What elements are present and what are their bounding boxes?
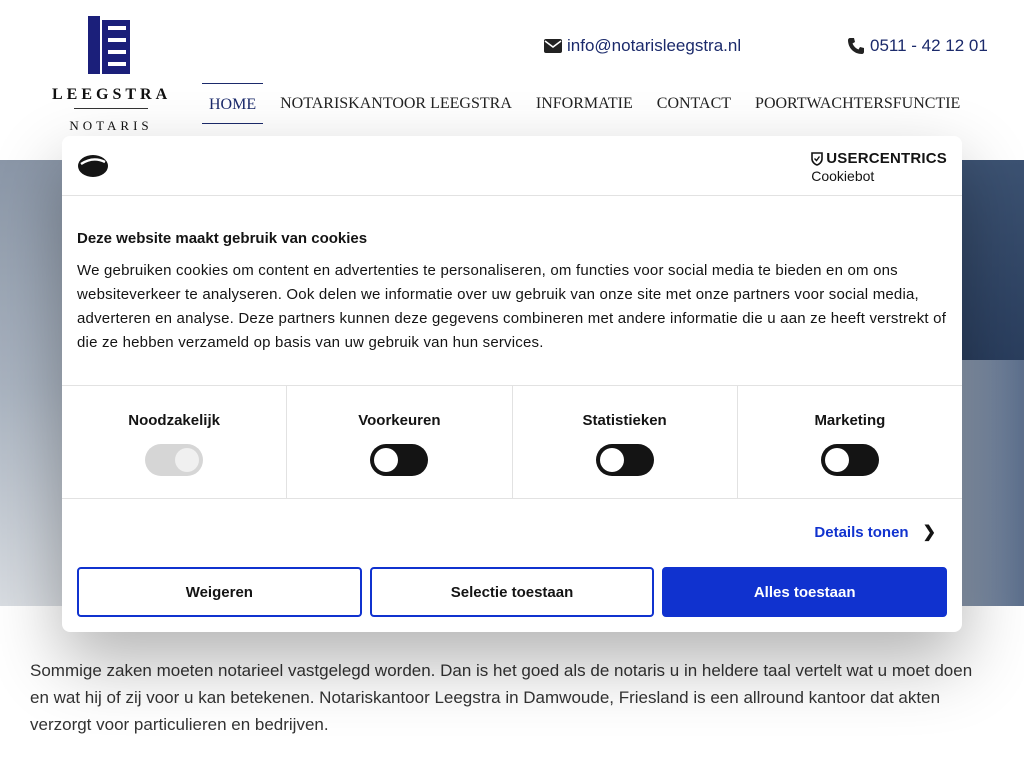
switch-knob <box>175 448 199 472</box>
nav-informatie[interactable]: INFORMATIE <box>535 95 633 112</box>
phone-text: 0511 - 42 12 01 <box>870 36 988 55</box>
consent-toggles <box>62 385 962 499</box>
toggle-label: Statistieken <box>582 412 667 429</box>
chevron-right-icon: ❯ <box>922 524 936 541</box>
logo-name: LEEGSTRA <box>52 86 172 103</box>
toggle-noodzakelijk <box>62 386 287 498</box>
shield-icon <box>811 152 823 166</box>
toggle-label: Noodzakelijk <box>128 412 220 429</box>
usercentrics-name <box>811 150 947 167</box>
nav-home[interactable]: HOME <box>202 83 263 124</box>
switch-knob <box>825 448 849 472</box>
cookiebot-wordmark: Cookiebot <box>811 168 875 184</box>
cookie-dialog-text: We gebruiken cookies om content en advertenties te personaliseren, om functies voor social media te bieden en om ons websiteverkeer te analyseren. Ook delen we informatie over uw gebruik van onze site met onze partners voor social media, adverteren en analyse. Deze partners kunnen deze gegevens combineren met andere informatie die u aan ze heeft verstrekt of die ze hebben verzameld op basis van uw gebruik van hun services. <box>77 262 947 351</box>
consent-buttons <box>77 567 947 617</box>
toggle-label: Marketing <box>814 412 886 429</box>
toggle-voorkeuren <box>287 386 512 498</box>
nav-contact[interactable]: CONTACT <box>656 95 732 112</box>
cookie-dialog-header <box>62 136 962 196</box>
details-label: Details tonen <box>814 523 909 541</box>
cookie-dialog-body <box>77 230 947 355</box>
usercentrics-brand[interactable] <box>811 150 947 184</box>
usercentrics-wordmark: USERCENTRICS <box>826 150 947 167</box>
switch-knob <box>374 448 398 472</box>
intro-paragraph: Sommige zaken moeten notarieel vastgelegd worden. Dan is het goed als de notaris u in heldere taal vertelt wat u moet doen en wat hij of zij voor u kan betekenen. Notariskantoor Leegstra in Damwoude, Friesland is een allround kantoor dat akten verzorgt voor particulieren en bedrijven. <box>30 661 973 734</box>
deny-button[interactable]: Weigeren <box>77 567 362 617</box>
nav-poortwachtersfunctie[interactable]: POORTWACHTERSFUNCTIE <box>755 95 961 112</box>
logo-subtitle: NOTARIS <box>69 118 153 133</box>
allow-selection-button[interactable]: Selectie toestaan <box>370 567 655 617</box>
cookie-logo-icon <box>77 152 109 178</box>
noodzakelijk-switch <box>145 444 203 476</box>
nav-notariskantoor[interactable]: NOTARISKANTOOR LEEGSTRA <box>280 95 512 112</box>
toggle-marketing <box>738 386 962 498</box>
voorkeuren-switch[interactable] <box>370 444 428 476</box>
toggle-statistieken <box>513 386 738 498</box>
switch-knob <box>600 448 624 472</box>
allow-all-button[interactable]: Alles toestaan <box>662 567 947 617</box>
marketing-switch[interactable] <box>821 444 879 476</box>
statistieken-switch[interactable] <box>596 444 654 476</box>
cookie-dialog <box>62 136 962 632</box>
email-text: info@notarisleegstra.nl <box>567 36 742 55</box>
details-link[interactable] <box>814 522 936 542</box>
cookie-dialog-title: Deze website maakt gebruik van cookies <box>77 230 368 247</box>
toggle-label: Voorkeuren <box>358 412 441 429</box>
